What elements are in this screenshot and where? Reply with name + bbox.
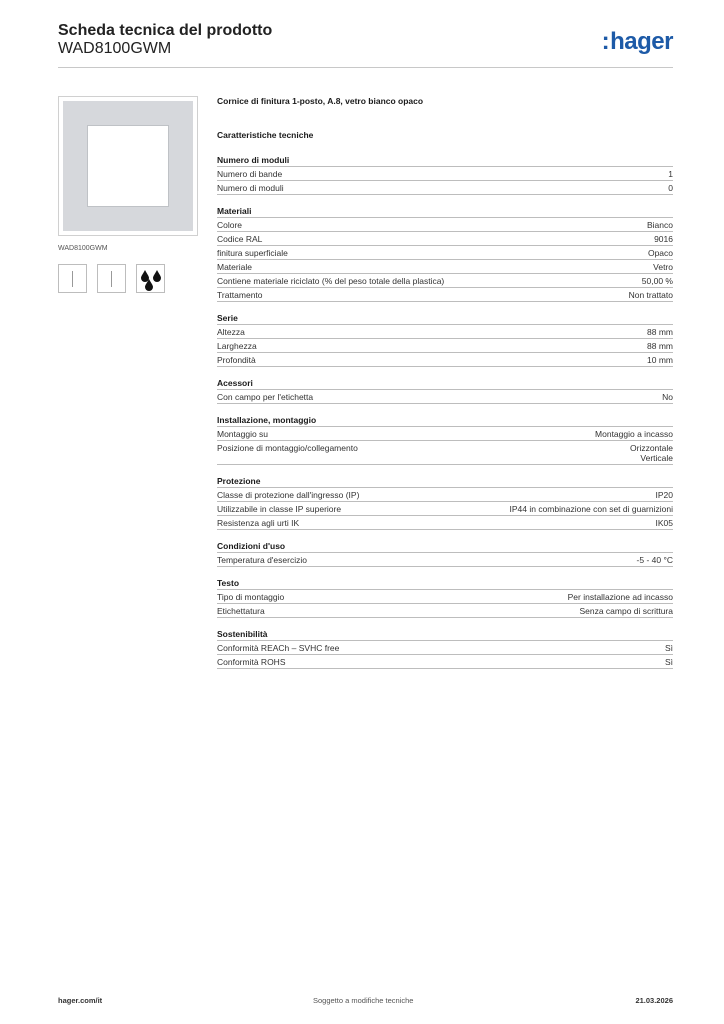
spec-label: Temperatura d'esercizio [217,555,307,565]
spec-row [217,553,673,567]
spec-label: Con campo per l'etichetta [217,392,314,402]
spec-label: Profondità [217,355,256,365]
spec-section [217,377,673,404]
vertical-mount-icon [97,264,126,293]
spec-label: finitura superficiale [217,248,288,258]
spec-row [217,339,673,353]
spec-label: Altezza [217,327,245,337]
spec-value: IP20 [655,490,673,500]
spec-value: 88 mm [647,327,673,337]
spec-value: Senza campo di scrittura [579,606,673,616]
spec-row [217,274,673,288]
section-title: Protezione [217,475,673,488]
spec-label: Materiale [217,262,252,272]
spec-label: Trattamento [217,290,263,300]
spec-row [217,288,673,302]
spec-value: 1 [668,169,673,179]
spec-label: Montaggio su [217,429,269,439]
spec-value-line: Verticale [640,453,673,463]
spec-label: Resistenza agli urti IK [217,518,300,528]
spec-section [217,414,673,465]
logo-colon: : [601,28,610,55]
feature-icons [58,264,198,293]
section-title: Installazione, montaggio [217,414,673,427]
spec-value: 9016 [654,234,673,244]
spec-value: Sì [664,643,673,653]
spec-section [217,628,673,669]
spec-row [217,641,673,655]
hager-logo[interactable] [602,28,673,56]
spec-section [217,540,673,567]
spec-label: Codice RAL [217,234,263,244]
spec-value: 10 mm [647,355,673,365]
spec-value: No [662,392,673,402]
spec-row [217,390,673,404]
footer-date: 21.03.2026 [635,996,673,1005]
spec-section [217,577,673,618]
section-title: Materiali [217,205,673,218]
page-title: Scheda tecnica del prodotto [58,22,273,39]
spec-label: Tipo di montaggio [217,592,285,602]
spec-value-line: Orizzontale [630,443,673,453]
spec-row [217,167,673,181]
spec-row [217,516,673,530]
section-title: Condizioni d'uso [217,540,673,553]
frame-inner [87,125,169,207]
spec-label: Larghezza [217,341,257,351]
spec-sections [217,154,673,669]
water-drops-icon [136,264,165,293]
section-title: Acessori [217,377,673,390]
spec-section [217,154,673,195]
section-title: Serie [217,312,673,325]
spec-label: Conformità ROHS [217,657,286,667]
spec-row [217,181,673,195]
spec-section [217,475,673,530]
characteristics-title: Caratteristiche tecniche [217,130,314,140]
product-description: Cornice di finitura 1-posto, A.8, vetro bianco opaco [217,96,424,106]
spec-label: Classe di protezione dall'ingresso (IP) [217,490,360,500]
spec-value: Montaggio a incasso [595,429,673,439]
spec-value: Bianco [647,220,673,230]
spec-label: Contiene materiale riciclato (% del peso totale della plastica) [217,276,445,286]
spec-row [217,502,673,516]
product-media [58,96,198,293]
section-title: Sostenibilità [217,628,673,641]
spec-row [217,353,673,367]
spec-section [217,205,673,302]
spec-value: Per installazione ad incasso [567,592,673,602]
spec-value [630,443,673,463]
spec-value: 88 mm [647,341,673,351]
spec-row [217,441,673,465]
spec-label: Posizione di montaggio/collegamento [217,443,358,453]
spec-row [217,427,673,441]
spec-label: Etichettatura [217,606,265,616]
spec-value: IK05 [655,518,673,528]
spec-row [217,232,673,246]
spec-label: Numero di moduli [217,183,284,193]
spec-label: Conformità REACh – SVHC free [217,643,340,653]
spec-value: Opaco [647,248,673,258]
section-title: Numero di moduli [217,154,673,167]
image-caption: WAD8100GWM [58,245,108,252]
logo-text: hager [610,28,673,55]
spec-row [217,604,673,618]
vertical-mount-icon [58,264,87,293]
spec-label: Numero di bande [217,169,283,179]
spec-row [217,325,673,339]
spec-label: Utilizzabile in classe IP superiore [217,504,342,514]
spec-column [217,92,673,669]
spec-row [217,260,673,274]
spec-row [217,488,673,502]
spec-label: Colore [217,220,243,230]
spec-value: 50,00 % [641,276,673,286]
spec-value: 0 [668,183,673,193]
spec-value: IP44 in combinazione con set di guarnizioni [509,504,673,514]
section-title: Testo [217,577,673,590]
page-header [58,20,673,68]
spec-value: -5 - 40 °C [636,555,673,565]
spec-row [217,590,673,604]
spec-row [217,246,673,260]
spec-value: Non trattato [628,290,673,300]
spec-row [217,218,673,232]
spec-value: Vetro [653,262,673,272]
product-image[interactable] [58,96,198,236]
footer-note: Soggetto a modifiche tecniche [313,996,414,1005]
spec-section [217,312,673,367]
footer-website[interactable]: hager.com/it [58,996,103,1005]
spec-value: Sì [664,657,673,667]
spec-row [217,655,673,669]
product-sku: WAD8100GWM [58,40,172,57]
